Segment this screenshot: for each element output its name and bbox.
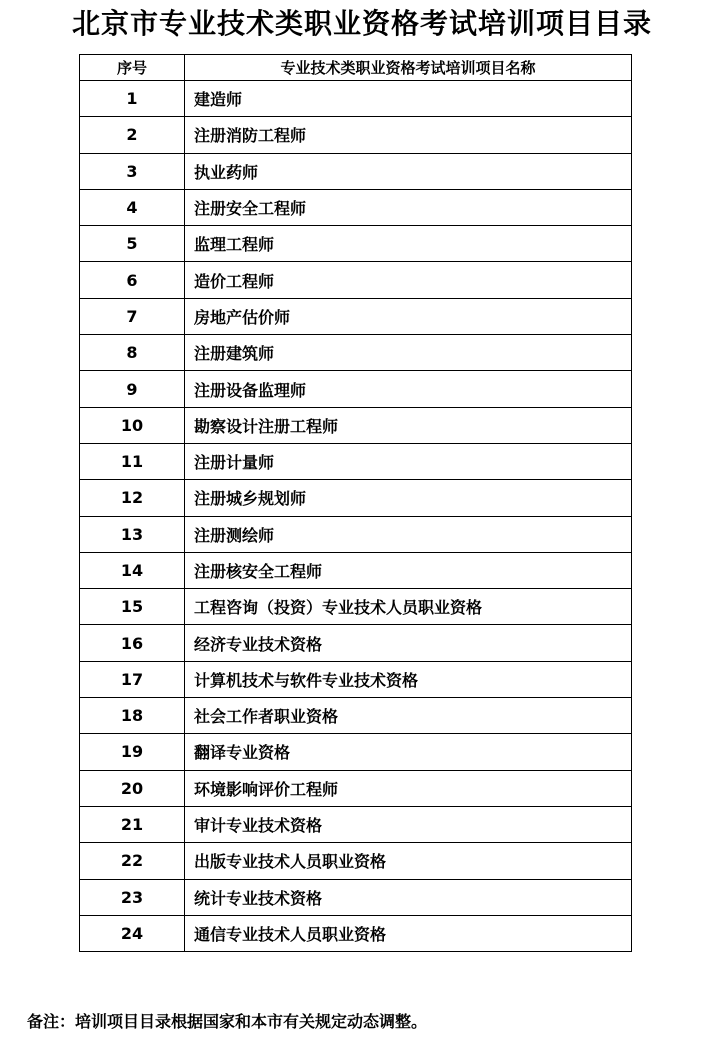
project-name-cell: 监理工程师 — [185, 226, 632, 262]
serial-number-cell: 9 — [80, 371, 185, 407]
project-name-cell: 审计专业技术资格 — [185, 806, 632, 842]
serial-number-cell: 8 — [80, 335, 185, 371]
serial-number-cell: 17 — [80, 661, 185, 697]
table-row — [80, 335, 632, 371]
project-name-cell: 经济专业技术资格 — [185, 625, 632, 661]
footnote: 备注：培训项目目录根据国家和本市有关规定动态调整。 — [27, 1012, 428, 1031]
project-name-cell: 环境影响评价工程师 — [185, 770, 632, 806]
serial-number-cell: 13 — [80, 516, 185, 552]
page-title: 北京市专业技术类职业资格考试培训项目目录 — [71, 7, 652, 40]
serial-number-cell: 22 — [80, 843, 185, 879]
table-row — [80, 153, 632, 189]
serial-number-cell: 19 — [80, 734, 185, 770]
serial-number-cell: 4 — [80, 189, 185, 225]
table-row — [80, 298, 632, 334]
project-name-cell: 注册消防工程师 — [185, 117, 632, 153]
project-name-cell: 工程咨询（投资）专业技术人员职业资格 — [185, 589, 632, 625]
project-name-cell: 注册核安全工程师 — [185, 552, 632, 588]
table-row — [80, 117, 632, 153]
table-body — [80, 81, 632, 952]
project-name-cell: 通信专业技术人员职业资格 — [185, 915, 632, 951]
project-name-cell: 注册城乡规划师 — [185, 480, 632, 516]
project-name-cell: 注册设备监理师 — [185, 371, 632, 407]
serial-number-cell: 6 — [80, 262, 185, 298]
project-name-cell: 计算机技术与软件专业技术资格 — [185, 661, 632, 697]
table-row — [80, 552, 632, 588]
serial-number-cell: 1 — [80, 81, 185, 117]
table-row — [80, 371, 632, 407]
serial-number-cell: 20 — [80, 770, 185, 806]
training-catalog-table — [79, 54, 632, 952]
table-row — [80, 189, 632, 225]
table-row — [80, 589, 632, 625]
table-header-row — [80, 55, 632, 81]
serial-number-cell: 5 — [80, 226, 185, 262]
serial-number-cell: 24 — [80, 915, 185, 951]
project-name-cell: 造价工程师 — [185, 262, 632, 298]
header-project-name: 专业技术类职业资格考试培训项目名称 — [185, 55, 632, 81]
project-name-cell: 注册计量师 — [185, 443, 632, 479]
table-row — [80, 226, 632, 262]
project-name-cell: 执业药师 — [185, 153, 632, 189]
project-name-cell: 房地产估价师 — [185, 298, 632, 334]
project-name-cell: 注册安全工程师 — [185, 189, 632, 225]
table-row — [80, 734, 632, 770]
table-row — [80, 879, 632, 915]
project-name-cell: 翻译专业资格 — [185, 734, 632, 770]
project-name-cell: 出版专业技术人员职业资格 — [185, 843, 632, 879]
serial-number-cell: 16 — [80, 625, 185, 661]
serial-number-cell: 14 — [80, 552, 185, 588]
table-row — [80, 698, 632, 734]
table-row — [80, 407, 632, 443]
serial-number-cell: 12 — [80, 480, 185, 516]
serial-number-cell: 2 — [80, 117, 185, 153]
table-row — [80, 480, 632, 516]
table-row — [80, 262, 632, 298]
serial-number-cell: 7 — [80, 298, 185, 334]
serial-number-cell: 21 — [80, 806, 185, 842]
project-name-cell: 注册建筑师 — [185, 335, 632, 371]
serial-number-cell: 10 — [80, 407, 185, 443]
serial-number-cell: 3 — [80, 153, 185, 189]
project-name-cell: 社会工作者职业资格 — [185, 698, 632, 734]
table-row — [80, 770, 632, 806]
project-name-cell: 勘察设计注册工程师 — [185, 407, 632, 443]
table-row — [80, 516, 632, 552]
table-row — [80, 81, 632, 117]
serial-number-cell: 15 — [80, 589, 185, 625]
header-serial-number: 序号 — [80, 55, 185, 81]
serial-number-cell: 11 — [80, 443, 185, 479]
table-row — [80, 661, 632, 697]
serial-number-cell: 18 — [80, 698, 185, 734]
table-row — [80, 443, 632, 479]
serial-number-cell: 23 — [80, 879, 185, 915]
project-name-cell: 注册测绘师 — [185, 516, 632, 552]
table-row — [80, 843, 632, 879]
table-row — [80, 806, 632, 842]
table-row — [80, 915, 632, 951]
project-name-cell: 建造师 — [185, 81, 632, 117]
table-row — [80, 625, 632, 661]
project-name-cell: 统计专业技术资格 — [185, 879, 632, 915]
